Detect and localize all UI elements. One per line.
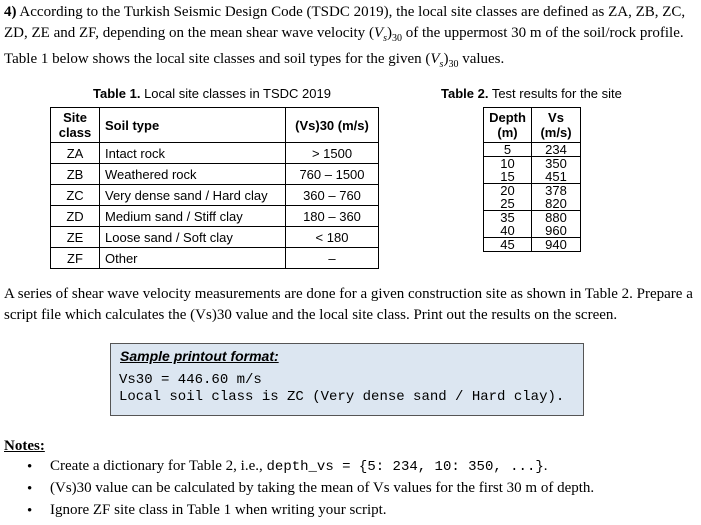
table2-cell: 451 — [532, 170, 581, 184]
table1-caption-text: Local site classes in TSDC 2019 — [140, 86, 331, 101]
t2-header-text-1: Vs (m/s) — [540, 110, 572, 140]
table2-cell: 960 — [532, 224, 581, 238]
table1-cell: > 1500 — [286, 143, 379, 164]
table2-cell: 378 — [532, 184, 581, 198]
t2-header-depth — [484, 108, 532, 143]
table1-row — [51, 164, 379, 185]
note-3: Ignore ZF site class in Table 1 when writing your script. — [50, 502, 387, 518]
table1-row — [51, 185, 379, 206]
intro-paragraph — [4, 2, 699, 75]
intro-text-c: values. — [458, 51, 505, 67]
table1-cell: ZC — [51, 185, 100, 206]
table2-row — [484, 238, 581, 252]
bullet-dot: • — [27, 459, 33, 475]
t2-header-text-0: Depth (m) — [489, 110, 526, 140]
table2-cell: 20 — [484, 184, 532, 198]
table2-test-results — [483, 107, 581, 252]
table1-cell: Weathered rock — [100, 164, 286, 185]
table2-cell: 45 — [484, 238, 532, 252]
table2-cell: 10 — [484, 157, 532, 171]
table1-caption-bold: Table 1. — [93, 86, 141, 101]
t1-header-site-class — [51, 108, 100, 143]
table1-cell: 760 – 1500 — [286, 164, 379, 185]
table2-cell: 40 — [484, 224, 532, 238]
table1-cell: < 180 — [286, 227, 379, 248]
table1-cell: Other — [100, 248, 286, 269]
question-number: 4) — [4, 4, 17, 20]
table1-cell: ZF — [51, 248, 100, 269]
note-1-text: Create a dictionary for Table 2, i.e., — [50, 458, 267, 474]
table2-row — [484, 184, 581, 198]
intro-vs30: $(V_s)_{30}$ — [368, 25, 403, 44]
t1-header-text-1: Soil type — [105, 117, 160, 133]
intro-text-a: According to the Turkish Seismic Design Code (TSDC 2019), the local site classes are defined as ZA, ZB, ZC, ZD, ZE and ZF, depending on the mean shear wave velocity — [4, 4, 686, 41]
table2-cell: 35 — [484, 211, 532, 225]
table1-row — [51, 248, 379, 269]
intro-text-b: of the uppermost 30 m of the soil/rock profile. Table 1 below shows the local site classes and soil types for the given — [4, 25, 684, 67]
table1-site-classes — [50, 107, 379, 269]
table2-cell: 234 — [532, 143, 581, 157]
note-1-code: depth_vs = {5: 234, 10: 350, ...} — [266, 459, 544, 475]
table1-row — [51, 143, 379, 164]
sample-title: Sample printout format: — [120, 348, 279, 364]
table1-cell: Intact rock — [100, 143, 286, 164]
table1-cell: ZB — [51, 164, 100, 185]
task-paragraph: A series of shear wave velocity measurements are done for a given construction site as shown in Table 2. Prepare a script file which calculates the (Vs)30 value and the local site class. Print out the results on the screen. — [4, 286, 693, 323]
table1-cell: ZD — [51, 206, 100, 227]
table1-cell: Very dense sand / Hard clay — [100, 185, 286, 206]
table1-cell: – — [286, 248, 379, 269]
table1-cell: 360 – 760 — [286, 185, 379, 206]
sample-line-1: Vs30 = 446.60 m/s — [119, 372, 262, 388]
table2-row — [484, 211, 581, 225]
note-1 — [50, 458, 548, 475]
table2-row — [484, 197, 581, 211]
table2-cell: 350 — [532, 157, 581, 171]
table1-row — [51, 227, 379, 248]
bullet-dot: • — [27, 481, 33, 497]
t1-header-text-0: Site class — [58, 110, 92, 140]
table2-cell: 940 — [532, 238, 581, 252]
table1-caption — [93, 86, 331, 101]
table2-cell: 15 — [484, 170, 532, 184]
sample-line-2: Local soil class is ZC (Very dense sand / Hard clay). — [119, 389, 565, 405]
note-2: (Vs)30 value can be calculated by taking the mean of Vs values for the first 30 m of depth. — [50, 480, 595, 496]
table2-cell: 5 — [484, 143, 532, 157]
table1-cell: Loose sand / Soft clay — [100, 227, 286, 248]
table2-cell: 25 — [484, 197, 532, 211]
table1-cell: 180 – 360 — [286, 206, 379, 227]
note-1-end: . — [543, 458, 548, 474]
t1-header-text-2: (Vs)30 (m/s) — [295, 117, 369, 133]
table2-cell: 820 — [532, 197, 581, 211]
table2-row — [484, 157, 581, 171]
table1-cell: ZA — [51, 143, 100, 164]
table2-caption — [441, 86, 622, 101]
table2-row — [484, 224, 581, 238]
t1-header-soil-type — [100, 108, 286, 143]
sample-printout-box — [110, 343, 584, 416]
t2-header-vs — [532, 108, 581, 143]
table2-caption-bold: Table 2. — [441, 86, 489, 101]
bullet-dot: • — [27, 503, 33, 519]
table2-row — [484, 143, 581, 157]
intro-vs30-2: $(V_s)_{30}$ — [425, 51, 459, 70]
table1-cell: ZE — [51, 227, 100, 248]
table1-cell: Medium sand / Stiff clay — [100, 206, 286, 227]
table2-cell: 880 — [532, 211, 581, 225]
table1-row — [51, 206, 379, 227]
table2-caption-text: Test results for the site — [488, 86, 622, 101]
table2-row — [484, 170, 581, 184]
notes-heading: Notes: — [4, 438, 45, 454]
t1-header-vs30 — [286, 108, 379, 143]
